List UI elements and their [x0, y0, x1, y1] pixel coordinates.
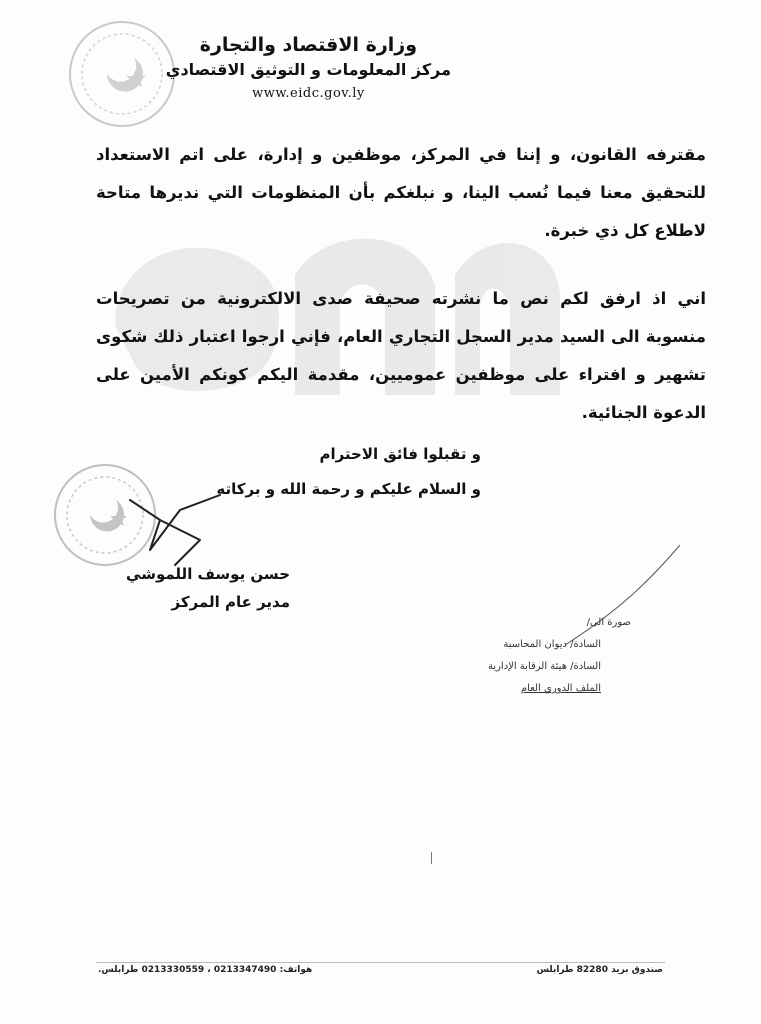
cc-item: السادة/ ديوان المحاسبة [503, 639, 601, 650]
signer-name: حسن يوسف اللموشي [126, 565, 290, 583]
fold-mark [431, 852, 432, 864]
ministry-name: وزارة الاقتصاد والتجارة [199, 34, 418, 56]
signer-block [100, 560, 290, 616]
footer-phones: هواتف: 0213347490 ، 0213330559 طرابلس. [98, 965, 313, 975]
letterhead [166, 32, 451, 106]
footer-pobox: صندوق بريد 82280 طرابلس [536, 965, 663, 975]
closing-respect: و تقبلوا فائق الاحترام [319, 445, 481, 463]
footer-divider [96, 962, 665, 963]
cc-item: الملف الدوري العام [520, 683, 601, 694]
closing-greeting: و السلام عليكم و رحمة الله و بركاته [216, 480, 481, 498]
cc-item: السادة/ هيئة الرقابة الإدارية [487, 661, 601, 672]
cc-heading: صورة الى/ [586, 617, 631, 628]
body-paragraph-1: مقترفه القانون، و إننا في المركز، موظفين و إدارة، على اتم الاستعداد للتحقيق معنا فيما نُسب الينا، و نبلغكم بأن المنظومات التي نديرها متاحة لاطلاع كل ذي خبرة. [96, 145, 706, 240]
cc-block [488, 612, 631, 700]
body-paragraph-2: اني اذ ارفق لكم نص ما نشرته صحيفة صدى الالكترونية من تصريحات منسوبة الى السيد مدير السجل التجاري العام، فإني ارجوا اعتبار ذلك شكوى تشهير و افتراء على موظفين عموميين، مقدمة اليكم كونكم الأمين على الدعوة الجنائية. [96, 289, 706, 422]
handwritten-signature [120, 480, 230, 570]
center-name: مركز المعلومات و التوثيق الاقتصادي [165, 60, 451, 79]
website-url: www.eidc.gov.ly [252, 86, 365, 101]
official-seal-icon [62, 14, 182, 134]
signer-title: مدير عام المركز [171, 593, 290, 611]
